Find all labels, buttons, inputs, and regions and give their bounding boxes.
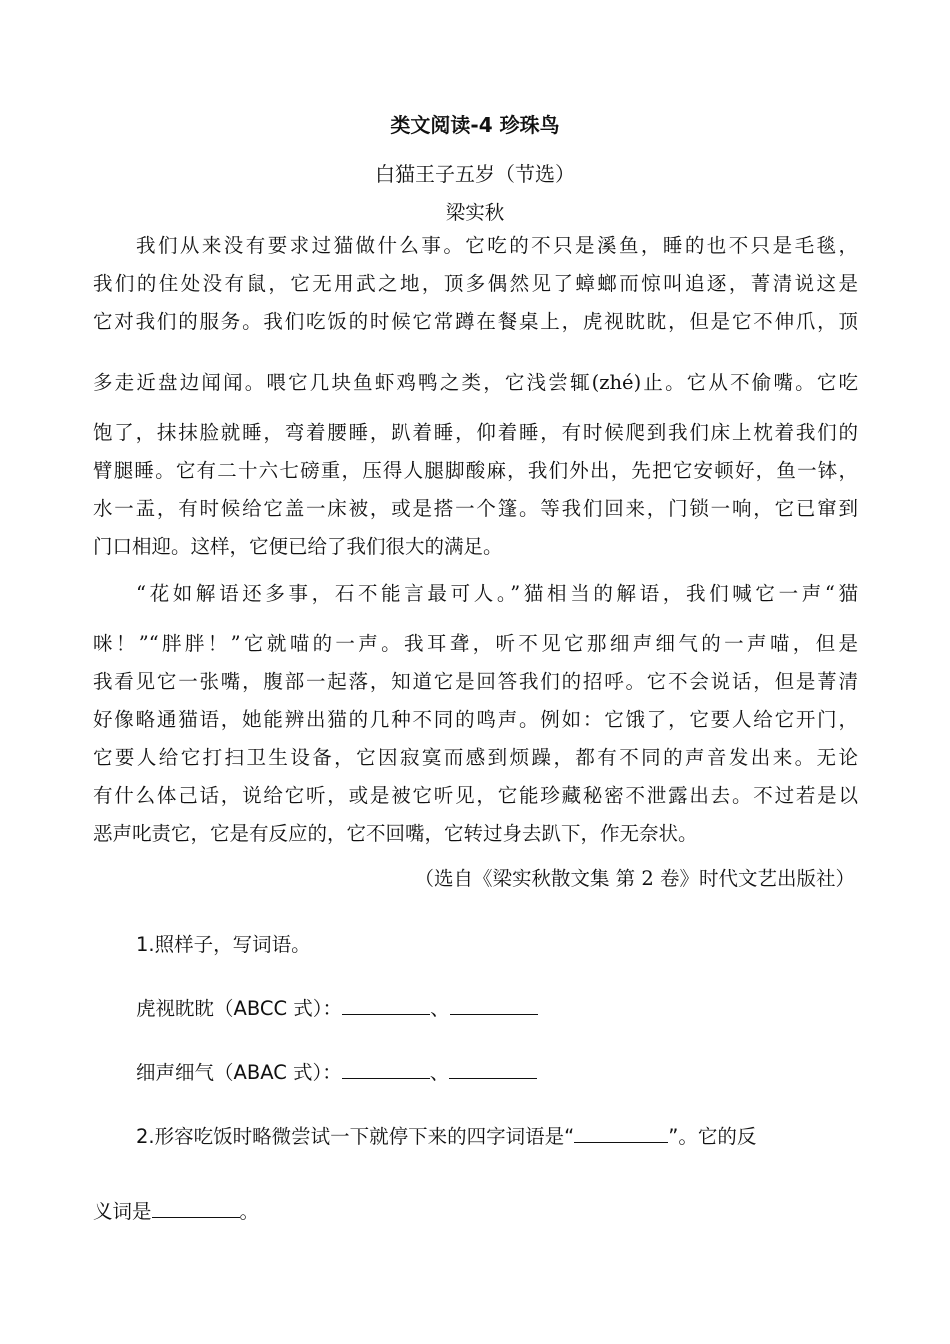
passage-line: 它要人给它打扫卫生设备，它因寂寞而感到烦躁，都有不同的声音发出来。无论 — [93, 746, 858, 769]
separator: 、 — [430, 997, 450, 1020]
passage-line: 水一盂，有时候给它盖一床被，或是搭一个篷。等我们回来，门锁一响，它已窜到 — [93, 497, 858, 520]
answer-blank[interactable] — [450, 994, 538, 1015]
passage-line: 好像略通猫语，她能辨出猫的几种不同的鸣声。例如：它饿了，它要人给它开门， — [93, 708, 858, 731]
question-1a-label: 虎视眈眈（ABCC 式）： — [136, 997, 343, 1020]
worksheet-title: 类文阅读-4 珍珠鸟 — [390, 113, 560, 137]
separator: 、 — [429, 1061, 450, 1084]
passage-line: 多走近盘边闻闻。喂它几块鱼虾鸡鸭之类，它浅尝辄(zhé)止。它从不偷嘴。它吃 — [93, 371, 858, 394]
question-1a — [136, 994, 538, 1023]
passage-line: 恶声叱责它，它是有反应的，它不回嘴，它转过身去趴下，作无奈状。 — [93, 822, 698, 845]
answer-blank[interactable] — [152, 1197, 240, 1218]
passage-line: 臂腿睡。它有二十六七磅重，压得人腿脚酸麻，我们外出，先把它安顿好，鱼一钵， — [93, 459, 858, 482]
passage-source: （选自《梁实秋散文集 第 2 卷》时代文艺出版社） — [414, 867, 855, 890]
question-2-text: 2.形容吃饭时略微尝试一下就停下来的四字词语是“ — [136, 1125, 575, 1148]
question-2-line-2 — [93, 1197, 259, 1226]
passage-line: 我们的住处没有鼠，它无用武之地，顶多偶然见了蟑螂而惊叫追逐，菁清说这是 — [93, 272, 858, 295]
answer-blank[interactable] — [574, 1122, 668, 1143]
question-1-title: 1.照样子，写词语。 — [136, 933, 311, 956]
passage-line: 我看见它一张嘴，腹部一起落，知道它是回答我们的招呼。它不会说话，但是菁清 — [93, 670, 858, 693]
question-2-text: 义词是 — [93, 1200, 152, 1223]
passage-line: 它对我们的服务。我们吃饭的时候它常蹲在餐桌上，虎视眈眈，但是它不伸爪，顶 — [93, 310, 858, 333]
passage-line: 我们从来没有要求过猫做什么事。它吃的不只是溪鱼，睡的也不只是毛毯， — [136, 234, 858, 257]
passage-line: 有什么体己话，说给它听，或是被它听见，它能珍藏秘密不泄露出去。不过若是以 — [93, 784, 858, 807]
question-1b — [136, 1058, 537, 1087]
question-2-text: ”。它的反 — [668, 1125, 757, 1148]
passage-line: 饱了，抹抹脸就睡，弯着腰睡，趴着睡，仰着睡，有时候爬到我们床上枕着我们的 — [93, 421, 858, 444]
question-1b-label: 细声细气（ABAC 式）： — [136, 1061, 342, 1084]
passage-line: 咪！”“胖胖！”它就喵的一声。我耳聋，听不见它那细声细气的一声喵，但是 — [93, 632, 858, 655]
passage-line: “花如解语还多事，石不能言最可人。”猫相当的解语，我们喊它一声“猫 — [136, 582, 858, 605]
passage-line: 门口相迎。这样，它便已给了我们很大的满足。 — [93, 535, 503, 558]
question-2-text: 。 — [239, 1200, 260, 1223]
answer-blank[interactable] — [342, 994, 430, 1015]
answer-blank[interactable] — [342, 1058, 430, 1079]
passage-author: 梁实秋 — [445, 201, 505, 224]
question-2-line-1 — [136, 1122, 756, 1151]
passage-title: 白猫王子五岁（节选） — [375, 162, 575, 186]
answer-blank[interactable] — [449, 1058, 537, 1079]
